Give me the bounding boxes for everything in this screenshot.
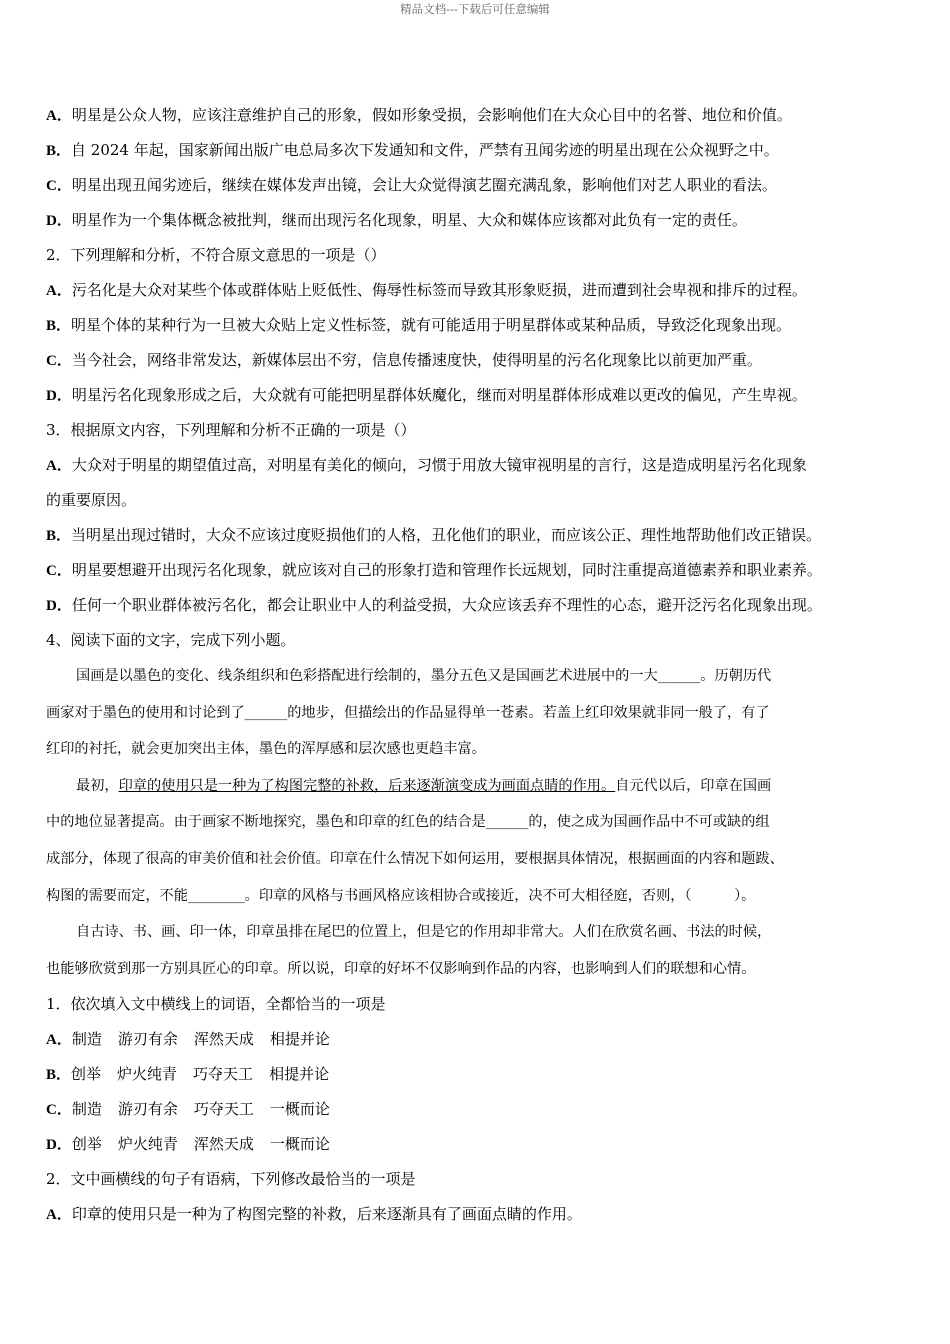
sub2-option-a: A．印章的使用只是一种为了构图完整的补救，后来逐渐具有了画面点睛的作用。	[46, 1205, 582, 1224]
q1-option-a: A．明星是公众人物，应该注意维护自己的形象，假如形象受损，会影响他们在大众心目中的名誉、地位和价值。	[46, 106, 792, 124]
q2-option-b: B．明星个体的某种行为一旦被大众贴上定义性标签，就有可能适用于明星群体或某种品质，导致泛化现象出现。	[46, 316, 792, 334]
passage-p1-line2: 画家对于墨色的使用和讨论到了______的地步，但描绘出的作品显得单一苍素。若盖上红印效果就非同一般了，有了	[46, 704, 770, 721]
q2-option-c: C．当今社会，网络非常发达，新媒体层出不穷，信息传播速度快，使得明星的污名化现象比以前更加严重。	[46, 351, 762, 369]
sub2-stem: 2．文中画横线的句子有语病，下列修改最恰当的一项是	[46, 1170, 416, 1189]
q2-option-a: A．污名化是大众对某些个体或群体贴上贬低性、侮辱性标签而导致其形象贬损，进而遭到社会卑视和排斥的过程。	[46, 281, 807, 299]
passage-p1-line1: 国画是以墨色的变化、线条组织和色彩搭配进行绘制的，墨分五色又是国画艺术进展中的一大______。历朝历代	[76, 668, 772, 684]
q1-option-b: B．自 2024 年起，国家新闻出版广电总局多次下发通知和文件，严禁有丑闻劣迹的明星出现在公众视野之中。	[46, 141, 779, 159]
q1-option-c: C．明星出现丑闻劣迹后，继续在媒体发声出镜，会让大众觉得演艺圈充满乱象，影响他们对艺人职业的看法。	[46, 176, 777, 194]
q3-option-c: C．明星要想避开出现污名化现象，就应该对自己的形象打造和管理作长远规划，同时注重提高道德素养和职业素养。	[46, 561, 822, 579]
document-body	[46, 98, 916, 1232]
page-header: 精品文档---下载后可任意编辑	[400, 2, 550, 16]
q3-option-d: D．任何一个职业群体被污名化，都会让职业中人的利益受损，大众应该丢弃不理性的心态，避开泛污名化现象出现。	[46, 596, 822, 614]
q4-intro: 4、阅读下面的文字，完成下列小题。	[46, 631, 296, 649]
sub1-option-c: C．制造 游刃有余 巧夺天工 一概而论	[46, 1100, 330, 1119]
passage-p2-line4: 构图的需要而定，不能________。印章的风格与书画风格应该相协合或接近，决不可大相径庭，否则，（ ）。	[46, 887, 756, 904]
passage-p1-line3: 红印的衬托，就会更加突出主体，墨色的浑厚感和层次感也更趋丰富。	[46, 741, 486, 758]
q2-stem: 2．下列理解和分析，不符合原文意思的一项是（）	[46, 246, 386, 264]
passage-p2-line2: 中的地位显著提高。由于画家不断地探究，墨色和印章的红色的结合是______的，使之成为国画作品中不可或缺的组	[46, 814, 770, 831]
sub1-option-b: B．创举 炉火纯青 巧夺天工 相提并论	[46, 1065, 330, 1084]
sub1-option-a: A．制造 游刃有余 浑然天成 相提并论	[46, 1030, 330, 1049]
underlined-sentence: 印章的使用只是一种为了构图完整的补救，后来逐渐演变成为画面点睛的作用。	[118, 777, 616, 794]
q2-option-d: D．明星污名化现象形成之后，大众就有可能把明星群体妖魔化，继而对明星群体形成难以更改的偏见，产生卑视。	[46, 386, 807, 404]
q1-option-d: D．明星作为一个集体概念被批判，继而出现污名化现象，明星、大众和媒体应该都对此负有一定的责任。	[46, 211, 747, 229]
sub1-stem: 1．依次填入文中横线上的词语，全都恰当的一项是	[46, 995, 386, 1014]
q3-stem: 3．根据原文内容，下列理解和分析不正确的一项是（）	[46, 421, 416, 439]
passage-p3-line2: 也能够欣赏到那一方别具匠心的印章。所以说，印章的好坏不仅影响到作品的内容，也影响到人们的联想和心情。	[46, 960, 756, 977]
passage-p2-line3: 成部分，体现了很高的审美价值和社会价值。印章在什么情况下如何运用，要根据具体情况，根据画面的内容和题跋、	[46, 850, 784, 867]
passage-p2-line1: 最初，印章的使用只是一种为了构图完整的补救，后来逐渐演变成为画面点睛的作用。自元代以后，印章在国画	[76, 777, 772, 794]
sub1-option-d: D．创举 炉火纯青 浑然天成 一概而论	[46, 1135, 330, 1154]
q3-option-a: A．大众对于明星的期望值过高，对明星有美化的倾向，习惯于用放大镜审视明星的言行，这是造成明星污名化现象	[46, 456, 807, 474]
q3-option-b: B．当明星出现过错时，大众不应该过度贬损他们的人格，丑化他们的职业，而应该公正、理性地帮助他们改正错误。	[46, 526, 822, 544]
q3-option-a-cont: 的重要原因。	[46, 491, 137, 509]
passage-p3-line1: 自古诗、书、画、印一体，印章虽排在尾巴的位置上，但是它的作用却非常大。人们在欣赏名画、书法的时候，	[76, 924, 772, 941]
